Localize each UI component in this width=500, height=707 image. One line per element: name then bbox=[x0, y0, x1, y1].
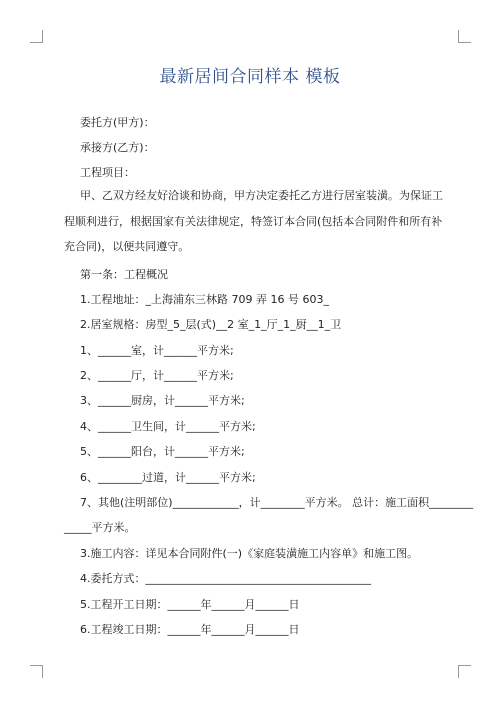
crop-mark-bottom-right bbox=[458, 665, 471, 678]
room-item-7-continued: _____平方米。 bbox=[64, 521, 136, 534]
party-a-line: 委托方(甲方)： bbox=[80, 116, 155, 129]
room-item-6: 6、________过道，计______平方米; bbox=[80, 471, 256, 484]
room-item-3: 3、______厨房，计______平方米; bbox=[80, 394, 245, 407]
room-item-1: 1、______室，计______平方米; bbox=[80, 344, 234, 357]
room-item-7: 7、其他(注明部位)____________，计________平方米。 总计：施工面积________ bbox=[80, 496, 474, 509]
article-one-heading: 第一条：工程概况 bbox=[80, 268, 168, 281]
construction-content: 3.施工内容：详见本合同附件(一)《家庭装潢施工内容单》和施工图。 bbox=[80, 547, 419, 560]
room-spec: 2.居室规格：房型_5_层(式)__2 室_1_厅_1_厨__1_卫 bbox=[80, 318, 342, 331]
room-item-5: 5、______阳台，计______平方米; bbox=[80, 445, 245, 458]
project-address: 1.工程地址：_上海浦东三林路 709 弄 16 号 603_ bbox=[80, 293, 329, 306]
crop-mark-top-left bbox=[30, 30, 43, 43]
room-item-2: 2、______厅，计______平方米; bbox=[80, 369, 234, 382]
project-line: 工程项目： bbox=[80, 166, 135, 179]
document-title: 最新居间合同样本 模板 bbox=[159, 67, 341, 87]
commission-method: 4.委托方式：_________________________________________ bbox=[80, 572, 371, 585]
room-item-4: 4、______卫生间，计______平方米; bbox=[80, 420, 256, 433]
intro-paragraph: 甲、乙双方经友好洽谈和协商，甲方决定委托乙方进行居室装潢。为保证工程顺利进行，根据国家有关法律规定，特签订本合同(包括本合同附件和所有补充合同)，以便共同遵守。 bbox=[64, 189, 443, 253]
completion-date: 6.工程竣工日期：______年______月______日 bbox=[80, 623, 300, 636]
start-date: 5.工程开工日期：______年______月______日 bbox=[80, 598, 300, 611]
party-b-line: 承接方(乙方)： bbox=[80, 141, 155, 154]
crop-mark-bottom-left bbox=[30, 665, 43, 678]
crop-mark-top-right bbox=[458, 30, 471, 43]
